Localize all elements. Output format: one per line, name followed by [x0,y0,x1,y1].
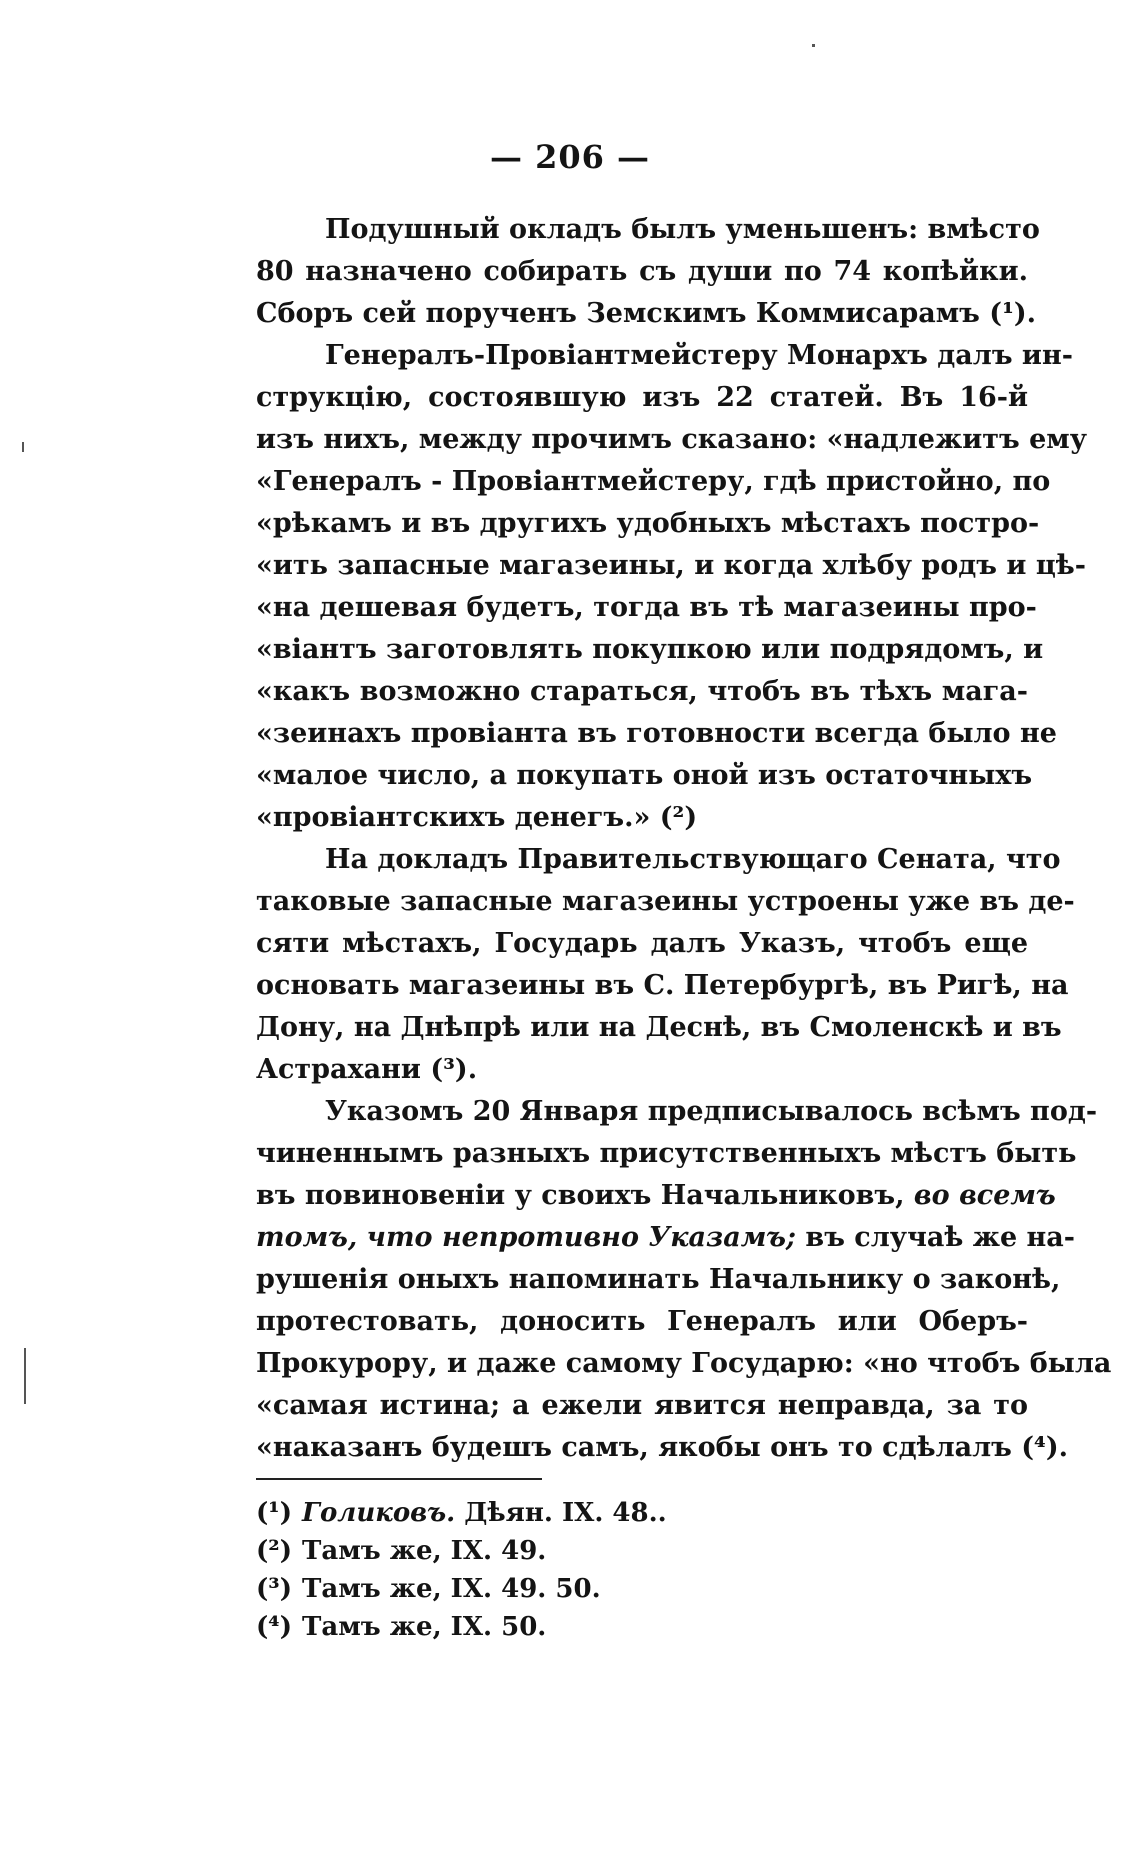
text-segment: въ повиновеніи у своихъ Начальниковъ, [256,1180,905,1211]
text-line: Сборъ сей порученъ Земскимъ Коммисарамъ (¹). [256,298,1037,329]
text-line: изъ нихъ, между прочимъ сказано: «надлежитъ ему [256,424,1088,455]
text-line: «провіантскихъ денегъ.» (²) [256,802,698,833]
text-line: На докладъ Правительствующаго Сената, что [325,844,1061,875]
footnote-mark: (²) [256,1536,292,1566]
text-line: «віантъ заготовлять покупкою или подрядомъ, и [256,634,1044,665]
footnote-text: Тамъ же, IX. 49. [302,1536,547,1566]
footnote-text: Дѣян. IX. 48.. [455,1498,667,1528]
footnote-mark: (¹) [256,1498,292,1528]
text-line: Дону, на Днѣпрѣ или на Деснѣ, въ Смоленскѣ и въ [256,1012,1062,1043]
text-line: таковые запасные магазеины устроены уже въ де- [256,886,1075,917]
text-line: рушенія оныхъ напоминать Начальнику о законѣ, [256,1264,1061,1295]
footnote-source: Голиковъ. [302,1498,456,1528]
footnote [256,1494,667,1532]
text-line: сяти мѣстахъ, Государь далъ Указъ, чтобъ еще [256,928,1028,959]
scan-mark [24,1348,26,1404]
footnote-text: Тамъ же, IX. 50. [302,1612,547,1642]
text-line: «ить запасные магазеины, и когда хлѣбу родъ и цѣ- [256,550,1086,581]
footnote [256,1608,546,1646]
text-line: чиненнымъ разныхъ присутственныхъ мѣстъ быть [256,1138,1077,1169]
text-line: Прокурору, и даже самому Государю: «но чтобъ была [256,1348,1112,1379]
text-line: струкцію, состоявшую изъ 22 статей. Въ 16-й [256,382,1028,413]
italic-text: томъ, что непротивно Указамъ; [256,1222,797,1253]
text-line: основать магазеины въ С. Петербургѣ, въ Ригѣ, на [256,970,1069,1001]
text-line: Подушный окладъ былъ уменьшенъ: вмѣсто [325,214,1040,245]
text-line [256,1175,1056,1217]
footnote-divider [256,1478,542,1480]
text-line: «самая истина; а ежели явится неправда, за то [256,1390,1028,1421]
page-number: — 206 — [489,138,651,176]
footnote [256,1570,601,1608]
text-line: «наказанъ будешъ самъ, якобы онъ то сдѣлалъ (⁴). [256,1432,1069,1463]
text-line: протестовать, доносить Генералъ или Оберъ- [256,1306,1028,1337]
text-line: Указомъ 20 Января предписывалось всѣмъ под- [325,1096,1098,1127]
text-line: «на дешевая будетъ, тогда въ тѣ магазеины про- [256,592,1037,623]
footnote-mark: (³) [256,1574,292,1604]
text-line [256,1217,1076,1259]
text-line: «зеинахъ провіанта въ готовности всегда было не [256,718,1057,749]
text-line: 80 назначено собирать съ души по 74 копѣйки. [256,256,1028,287]
scan-mark [22,442,24,452]
italic-text: во всемъ [913,1180,1056,1211]
scan-mark [812,44,815,47]
text-line: «Генералъ - Провіантмейстеру, гдѣ пристойно, по [256,466,1051,497]
footnote-mark: (⁴) [256,1612,292,1642]
footnote [256,1532,546,1570]
text-line: «малое число, а покупать оной изъ остаточныхъ [256,760,1033,791]
text-line: «какъ возможно стараться, чтобъ въ тѣхъ мага- [256,676,1028,707]
text-line: Астрахани (³). [256,1054,478,1085]
footnote-text: Тамъ же, IX. 49. 50. [302,1574,601,1604]
text-line: «рѣкамъ и въ другихъ удобныхъ мѣстахъ постро- [256,508,1040,539]
text-segment: въ случаѣ же на- [796,1222,1076,1253]
text-line: Генералъ-Провіантмейстеру Монархъ далъ ин- [325,340,1073,371]
